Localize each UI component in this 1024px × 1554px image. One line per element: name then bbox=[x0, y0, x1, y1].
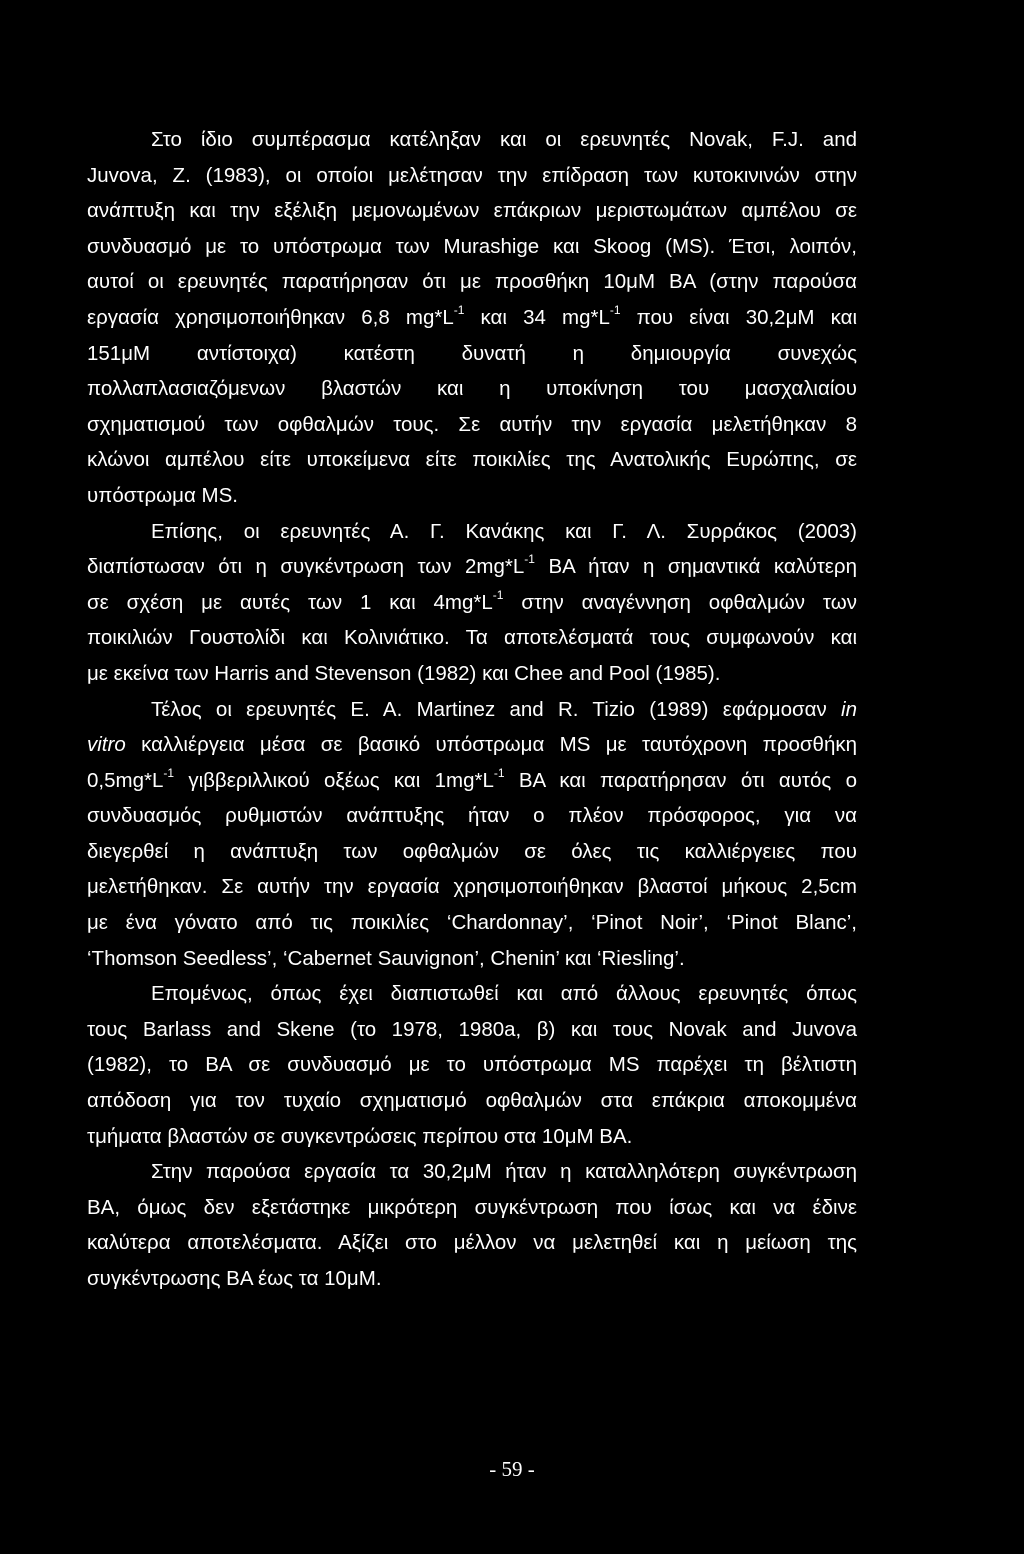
text-line bbox=[87, 763, 857, 799]
text-line: ‘Thomson Seedless’, ‘Cabernet Sauvignon’, Chenin’ και ‘Riesling’. bbox=[87, 946, 685, 970]
superscript: -1 bbox=[493, 765, 505, 780]
text-line bbox=[87, 300, 857, 336]
italic-text: in bbox=[841, 697, 857, 721]
superscript: -1 bbox=[163, 765, 175, 780]
text-line: με ένα γόνατο από τις ποικιλίες ‘Chardonnay’, ‘Pinot Noir’, ‘Pinot Blanc’, bbox=[87, 911, 857, 935]
paragraph-4 bbox=[87, 976, 857, 1154]
superscript: -1 bbox=[492, 587, 504, 602]
text-line: διεγερθεί η ανάπτυξη των οφθαλμών σε όλες τις καλλιέργειες που bbox=[87, 839, 857, 863]
text-line: τους Barlass and Skene (το 1978, 1980a, β) και τους Novak and Juvova bbox=[87, 1017, 857, 1041]
text-line: Επίσης, οι ερευνητές Α. Γ. Κανάκης και Γ. Λ. Συρράκος (2003) bbox=[151, 519, 857, 543]
text-line: με εκείνα των Harris and Stevenson (1982) και Chee and Pool (1985). bbox=[87, 661, 721, 685]
page-number: - 59 - bbox=[489, 1457, 535, 1481]
text-line: τμήματα βλαστών σε συγκεντρώσεις περίπου στα 10μΜ ΒΑ. bbox=[87, 1124, 633, 1148]
text-line: υπόστρωμα MS. bbox=[87, 483, 238, 507]
text-line: Στο ίδιο συμπέρασμα κατέληξαν και οι ερευνητές Novak, F.J. and bbox=[151, 128, 857, 151]
text-line: Επομένως, όπως έχει διαπιστωθεί και από άλλους ερευνητές όπως bbox=[151, 982, 857, 1006]
text-line bbox=[87, 549, 857, 585]
text-run: σε σχέση με αυτές των 1 και 4mg*L bbox=[87, 590, 493, 614]
paragraph-1 bbox=[87, 122, 857, 514]
text-line: Στην παρούσα εργασία τα 30,2μΜ ήταν η καταλληλότερη συγκέντρωση bbox=[151, 1160, 857, 1184]
text-line: ποικιλιών Γουστολίδι και Κολινιάτικο. Τα αποτελέσματά τους συμφωνούν και bbox=[87, 626, 857, 650]
text-line: σχηματισμού των οφθαλμών τους. Σε αυτήν την εργασία μελετήθηκαν 8 bbox=[87, 412, 857, 436]
superscript: -1 bbox=[524, 552, 535, 567]
paragraph-2 bbox=[87, 514, 857, 692]
text-run: εργασία χρησιμοποιήθηκαν 6,8 mg*L bbox=[87, 305, 454, 329]
text-line: ΒΑ, όμως δεν εξετάστηκε μικρότερη συγκέντρωση που ίσως και να έδινε bbox=[87, 1195, 857, 1219]
text-run: καλλιέργεια μέσα σε βασικό υπόστρωμα MS με ταυτόχρονη προσθήκη bbox=[125, 733, 857, 757]
page-body bbox=[87, 122, 857, 1297]
text-line: συγκέντρωσης ΒΑ έως τα 10μΜ. bbox=[87, 1267, 382, 1290]
text-run: 0,5mg*L bbox=[87, 768, 164, 792]
text-line bbox=[87, 585, 857, 621]
text-line: μελετήθηκαν. Σε αυτήν την εργασία χρησιμοποιήθηκαν βλαστοί μήκους 2,5cm bbox=[87, 875, 857, 899]
text-run: που είναι 30,2μΜ και bbox=[620, 305, 857, 329]
superscript: -1 bbox=[453, 303, 465, 318]
text-run: διαπίστωσαν ότι η συγκέντρωση των 2mg*L bbox=[87, 555, 525, 579]
text-line bbox=[87, 727, 857, 763]
text-line bbox=[87, 692, 857, 728]
text-line: καλύτερα αποτελέσματα. Αξίζει στο μέλλον να μελετηθεί και η μείωση της bbox=[87, 1231, 857, 1255]
text-line: (1982), το ΒΑ σε συνδυασμό με το υπόστρωμα MS παρέχει τη βέλτιστη bbox=[87, 1053, 857, 1077]
text-line: κλώνοι αμπέλου είτε υποκείμενα είτε ποικιλίες της Ανατολικής Ευρώπης, σε bbox=[87, 448, 857, 472]
text-line: Juvova, Z. (1983), οι οποίοι μελέτησαν την επίδραση των κυτοκινινών στην bbox=[87, 163, 857, 187]
text-line: απόδοση για τον τυχαίο σχηματισμό οφθαλμών στα επάκρια αποκομμένα bbox=[87, 1089, 857, 1113]
text-run: ΒΑ ήταν η σημαντικά καλύτερη bbox=[534, 555, 857, 579]
text-line: πολλαπλασιαζόμενων βλαστών και η υποκίνηση του μασχαλιαίου bbox=[87, 377, 857, 401]
text-line: 151μΜ αντίστοιχα) κατέστη δυνατή η δημιουργία συνεχώς bbox=[87, 341, 857, 365]
text-run: Τέλος οι ερευνητές Ε. Α. Martinez and R. Tizio (1989) εφάρμοσαν bbox=[151, 697, 842, 721]
text-run: γιββεριλλικού οξέως και 1mg*L bbox=[174, 768, 494, 792]
text-line: συνδυασμός ρυθμιστών ανάπτυξης ήταν ο πλέον πρόσφορος, για να bbox=[87, 804, 857, 828]
italic-text: vitro bbox=[87, 733, 126, 757]
text-line: ανάπτυξη και την εξέλιξη μεμονωμένων επάκριων μεριστωμάτων αμπέλου σε bbox=[87, 199, 857, 223]
text-line: αυτοί οι ερευνητές παρατήρησαν ότι με προσθήκη 10μΜ ΒΑ (στην παρούσα bbox=[87, 270, 857, 294]
text-run: ΒΑ και παρατήρησαν ότι αυτός ο bbox=[504, 768, 857, 792]
superscript: -1 bbox=[609, 303, 621, 318]
text-run: στην αναγέννηση οφθαλμών των bbox=[503, 590, 857, 614]
paragraph-5 bbox=[87, 1154, 857, 1296]
paragraph-3 bbox=[87, 692, 857, 977]
text-line: συνδυασμό με το υπόστρωμα των Murashige και Skoog (MS). Έτσι, λοιπόν, bbox=[87, 234, 857, 258]
text-run: και 34 mg*L bbox=[464, 305, 610, 329]
